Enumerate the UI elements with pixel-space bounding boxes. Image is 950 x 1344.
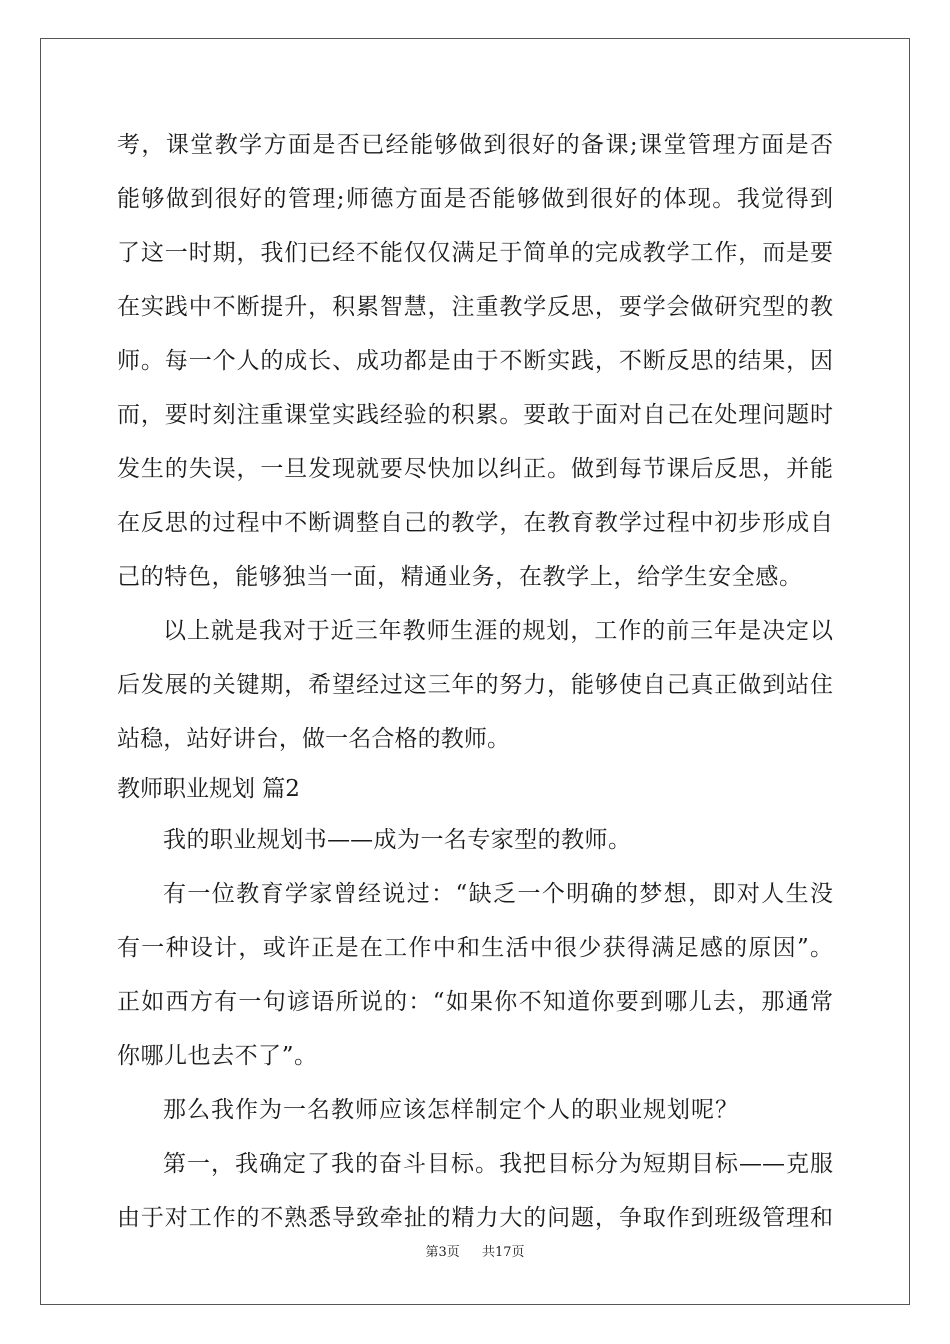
paragraph-line: 由于对工作的不熟悉导致牵扯的精力大的问题，争取作到班级管理和 xyxy=(117,1205,833,1231)
section-heading: 教师职业规划 篇2 xyxy=(117,776,300,802)
paragraph-line: 考，课堂教学方面是否已经能够做到很好的备课;课堂管理方面是否 xyxy=(117,132,833,158)
paragraph-line: 而，要时刻注重课堂实践经验的积累。要敢于面对自己在处理问题时 xyxy=(117,402,833,428)
paragraph-line: 在实践中不断提升，积累智慧，注重教学反思，要学会做研究型的教 xyxy=(117,294,833,320)
paragraph-line: 了这一时期，我们已经不能仅仅满足于简单的完成教学工作，而是要 xyxy=(117,240,833,266)
page-number: 第3页 xyxy=(425,1245,460,1260)
page-footer xyxy=(0,1244,950,1262)
paragraph-line: 己的特色，能够独当一面，精通业务，在教学上，给学生安全感。 xyxy=(117,564,802,590)
paragraph-line: 以上就是我对于近三年教师生涯的规划，工作的前三年是决定以 xyxy=(163,618,833,644)
paragraph-line: 正如西方有一句谚语所说的：“如果你不知道你要到哪儿去，那通常 xyxy=(117,989,833,1015)
paragraph-line: 在反思的过程中不断调整自己的教学，在教育教学过程中初步形成自 xyxy=(117,510,833,536)
paragraph-line: 有一位教育学家曾经说过：“缺乏一个明确的梦想，即对人生没 xyxy=(163,881,833,907)
paragraph-line: 你哪儿也去不了”。 xyxy=(117,1043,317,1069)
page-total: 共17页 xyxy=(482,1245,525,1260)
paragraph-line: 第一，我确定了我的奋斗目标。我把目标分为短期目标——克服 xyxy=(163,1151,833,1177)
paragraph-line: 能够做到很好的管理;师德方面是否能够做到很好的体现。我觉得到 xyxy=(117,186,833,212)
paragraph-line: 师。每一个人的成长、成功都是由于不断实践，不断反思的结果，因 xyxy=(117,348,833,374)
paragraph-line: 站稳，站好讲台，做一名合格的教师。 xyxy=(117,726,510,752)
paragraph-line: 有一种设计，或许正是在工作中和生活中很少获得满足感的原因”。 xyxy=(117,935,833,961)
paragraph-line: 后发展的关键期，希望经过这三年的努力，能够使自己真正做到站住 xyxy=(117,672,833,698)
paragraph-line: 发生的失误，一旦发现就要尽快加以纠正。做到每节课后反思，并能 xyxy=(117,456,833,482)
paragraph-line: 我的职业规划书——成为一名专家型的教师。 xyxy=(163,827,631,853)
paragraph-line: 那么我作为一名教师应该怎样制定个人的职业规划呢？ xyxy=(163,1097,738,1123)
